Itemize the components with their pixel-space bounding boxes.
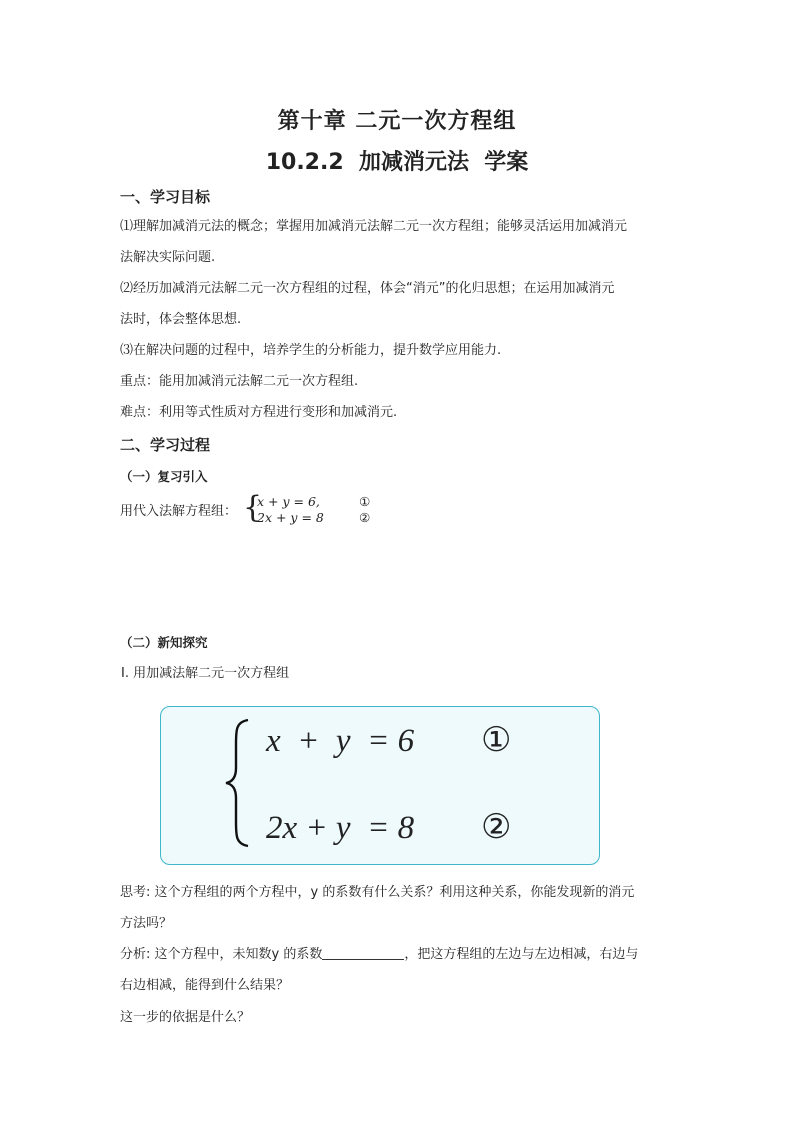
box-equation-2: 2x + y = 8 <box>266 810 415 846</box>
goal-2-line-2: 法时，体会整体思想. <box>120 312 242 327</box>
key-point: 重点：能用加减消元法解二元一次方程组. <box>120 374 359 389</box>
think-line-2: 方法吗？ <box>120 916 173 931</box>
box-mark-1: ① <box>481 720 512 760</box>
lesson-title: 10.2.2 加减消元法 学案 <box>265 150 529 175</box>
think-line-1: 思考: 这个方程组的两个方程中，y 的系数有什么关系？利用这种关系，你能发现新的消元 <box>120 885 635 900</box>
goal-1-line-2: 法解决实际问题. <box>120 250 216 265</box>
subheading-explore: （二）新知探究 <box>120 635 208 650</box>
difficulty-point: 难点：利用等式性质对方程进行变形和加减消元. <box>120 405 398 420</box>
analysis-line-2: 右边相减，能得到什么结果？ <box>120 978 290 993</box>
review-mark-1: ① <box>359 494 371 509</box>
section-heading-process: 二、学习过程 <box>120 436 211 454</box>
box-mark-2: ② <box>481 807 512 847</box>
section-heading-goals: 一、学习目标 <box>120 188 211 206</box>
subheading-review: （一）复习引入 <box>120 469 208 484</box>
analysis-text-a: 分析: 这个方程中，未知数y 的系数 <box>120 947 323 962</box>
analysis-line-1 <box>120 945 638 965</box>
analysis-text-b: ，把这方程组的左边与左边相减，右边与 <box>404 947 639 962</box>
review-equation-1: x + y = 6, <box>257 494 320 509</box>
review-mark-2: ② <box>359 510 371 525</box>
goal-1-line-1: ⑴理解加减消元法的概念；掌握用加减消元法解二元一次方程组；能够灵活运用加减消元 <box>120 219 628 234</box>
box-equation-1: x + y = 6 <box>266 723 415 759</box>
brace-icon: { <box>243 490 263 525</box>
goal-2-line-1: ⑵经历加减消元法解二元一次方程组的过程，体会“消元”的化归思想；在运用加减消元 <box>120 281 615 296</box>
part-1-heading: Ⅰ. 用加减法解二元一次方程组 <box>121 666 290 681</box>
review-equation-2: 2x + y = 8 <box>257 510 324 525</box>
answer-blank[interactable] <box>322 945 404 960</box>
goal-3: ⑶在解决问题的过程中，培养学生的分析能力，提升数学应用能力. <box>120 343 502 358</box>
review-prompt: 用代入法解方程组： <box>120 504 238 519</box>
chapter-title: 第十章 二元一次方程组 <box>277 109 517 134</box>
basis-question: 这一步的依据是什么？ <box>120 1010 251 1025</box>
review-equation-system <box>243 490 383 526</box>
large-brace-icon <box>224 718 254 848</box>
